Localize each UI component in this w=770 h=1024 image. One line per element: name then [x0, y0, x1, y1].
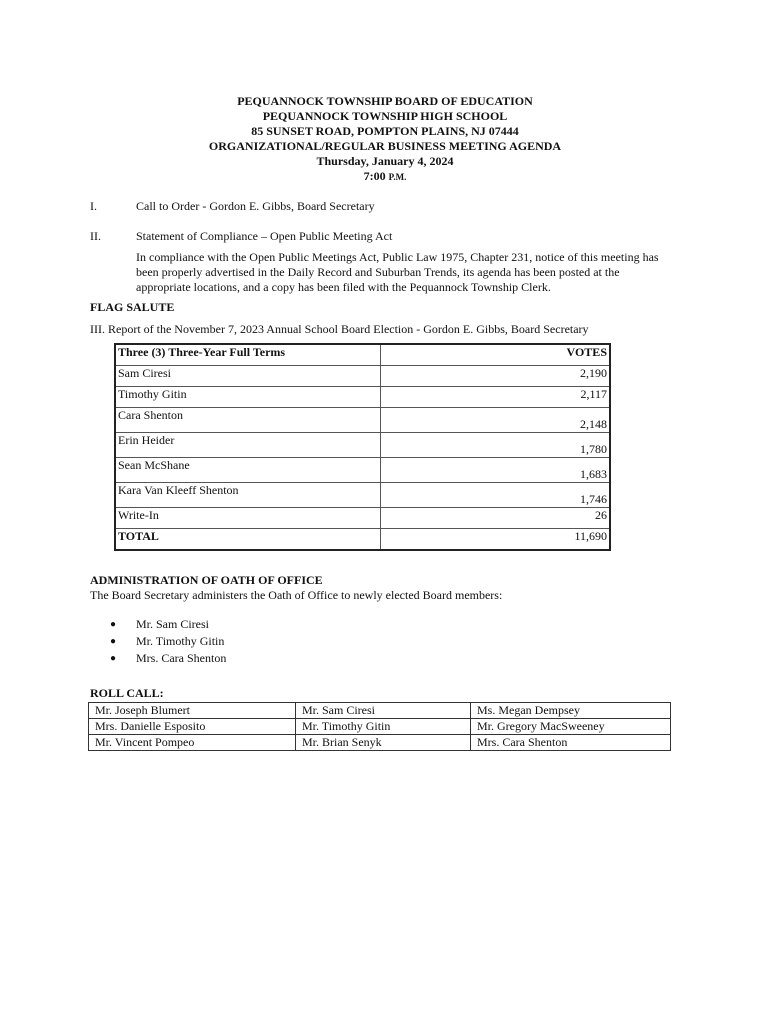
header-date: Thursday, January 4, 2024 — [316, 154, 454, 168]
header-time-suffix: P.M. — [388, 172, 407, 182]
roll-call-cell: Mr. Sam Ciresi — [296, 703, 471, 719]
bullet-icon: ● — [110, 619, 117, 630]
roll-call-cell: Mrs. Danielle Esposito — [89, 719, 296, 735]
document-header — [0, 94, 770, 185]
candidate-name: Erin Heider — [115, 433, 381, 458]
table-row — [115, 366, 610, 387]
candidate-name: Kara Van Kleeff Shenton — [115, 483, 381, 508]
header-address: 85 SUNSET ROAD, POMPTON PLAINS, NJ 07444 — [251, 124, 519, 138]
candidate-name: Cara Shenton — [115, 408, 381, 433]
agenda-item-text: Call to Order - Gordon E. Gibbs, Board Secretary — [136, 199, 375, 213]
candidate-votes: 2,190 — [381, 366, 611, 387]
table-row — [115, 433, 610, 458]
roll-call-cell: Mr. Timothy Gitin — [296, 719, 471, 735]
candidate-votes: 1,683 — [381, 458, 611, 483]
votes-column-header: VOTES — [381, 344, 611, 366]
election-report-heading: III. Report of the November 7, 2023 Annual School Board Election - Gordon E. Gibbs, Board Secretary — [90, 322, 589, 336]
table-row — [89, 735, 671, 751]
roll-call-cell: Mr. Brian Senyk — [296, 735, 471, 751]
candidate-name: Sam Ciresi — [115, 366, 381, 387]
election-results-table — [114, 343, 611, 551]
table-row — [115, 483, 610, 508]
member-name: Mr. Sam Ciresi — [136, 617, 210, 631]
header-time: 7:00 — [363, 169, 386, 183]
agenda-item-number: I. — [90, 199, 97, 213]
oath-member-list — [110, 616, 226, 667]
member-name: Mr. Timothy Gitin — [136, 634, 225, 648]
candidate-name: Sean McShane — [115, 458, 381, 483]
table-row — [89, 703, 671, 719]
terms-column-header: Three (3) Three-Year Full Terms — [115, 344, 381, 366]
table-row — [115, 458, 610, 483]
header-agenda-title: ORGANIZATIONAL/REGULAR BUSINESS MEETING AGENDA — [208, 139, 562, 153]
agenda-item-number: II. — [90, 229, 101, 243]
bullet-icon: ● — [110, 636, 117, 647]
flag-salute-heading: FLAG SALUTE — [90, 300, 175, 314]
roll-call-cell: Mr. Vincent Pompeo — [89, 735, 296, 751]
header-time-line — [0, 169, 770, 185]
roll-call-cell: Ms. Megan Dempsey — [471, 703, 671, 719]
roll-call-cell: Mr. Joseph Blumert — [89, 703, 296, 719]
candidate-votes: 26 — [381, 508, 611, 529]
oath-heading: ADMINISTRATION OF OATH OF OFFICE — [90, 573, 323, 587]
agenda-item-text: Statement of Compliance – Open Public Meeting Act — [136, 229, 393, 243]
table-header-row — [115, 344, 610, 366]
table-row — [115, 408, 610, 433]
table-row — [89, 719, 671, 735]
table-row — [115, 387, 610, 408]
roll-call-cell: Mrs. Cara Shenton — [471, 735, 671, 751]
member-name: Mrs. Cara Shenton — [136, 651, 227, 665]
table-total-row — [115, 529, 610, 551]
list-item — [110, 650, 226, 667]
roll-call-table — [88, 702, 671, 751]
total-label: TOTAL — [115, 529, 381, 551]
table-row — [115, 508, 610, 529]
candidate-name: Timothy Gitin — [115, 387, 381, 408]
roll-call-cell: Mr. Gregory MacSweeney — [471, 719, 671, 735]
oath-intro: The Board Secretary administers the Oath of Office to newly elected Board members: — [90, 588, 503, 602]
total-votes: 11,690 — [381, 529, 611, 551]
candidate-name: Write-In — [115, 508, 381, 529]
candidate-votes: 2,117 — [381, 387, 611, 408]
roll-call-heading: ROLL CALL: — [90, 686, 164, 700]
bullet-icon: ● — [110, 653, 117, 664]
list-item — [110, 616, 226, 633]
candidate-votes: 1,746 — [381, 483, 611, 508]
candidate-votes: 2,148 — [381, 408, 611, 433]
header-school-name: PEQUANNOCK TOWNSHIP HIGH SCHOOL — [262, 109, 508, 123]
candidate-votes: 1,780 — [381, 433, 611, 458]
list-item — [110, 633, 226, 650]
header-board-name: PEQUANNOCK TOWNSHIP BOARD OF EDUCATION — [237, 94, 533, 108]
compliance-statement: In compliance with the Open Public Meetings Act, Public Law 1975, Chapter 231, notice of this meeting has been properly advertised in the Daily Record and Suburban Trends, its agenda has been posted at the appropriate locations, and a copy has been filed with the Pequannock Township Clerk. — [136, 250, 659, 294]
